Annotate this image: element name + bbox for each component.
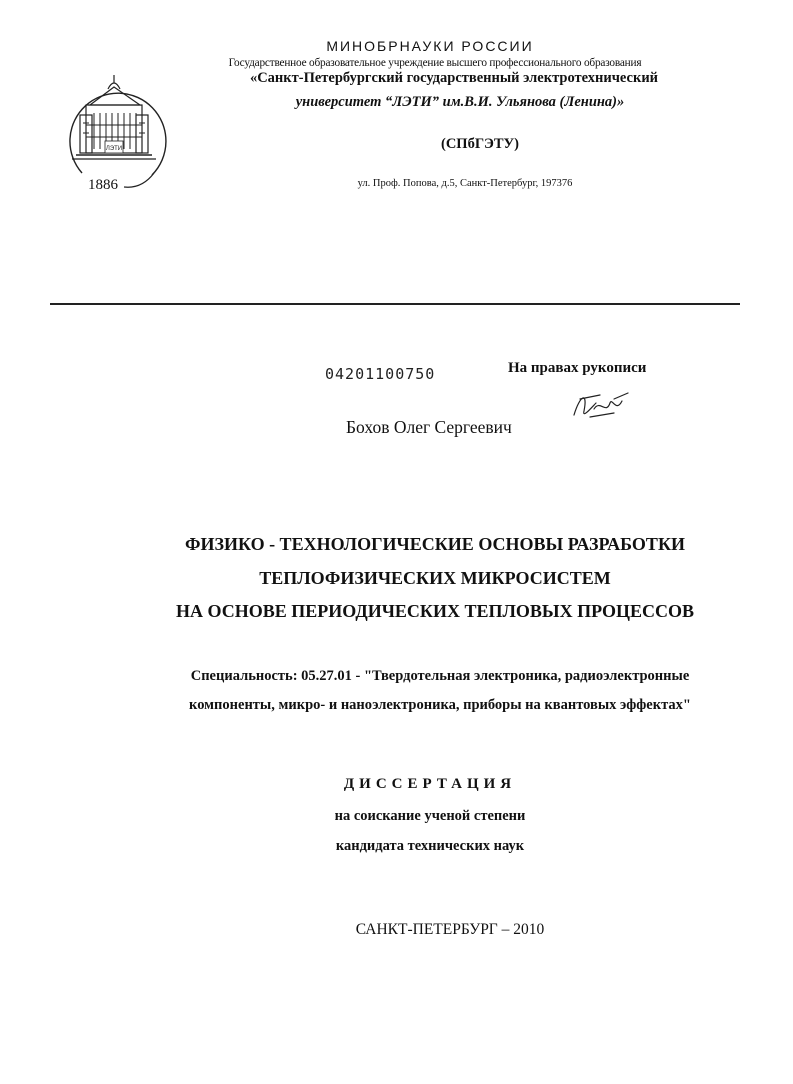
- place-and-year: САНКТ-ПЕТЕРБУРГ – 2010: [355, 921, 545, 938]
- university-logo-icon: [62, 63, 167, 193]
- university-name-line2: университет “ЛЭТИ” им.В.И. Ульянова (Ленина)»: [295, 94, 625, 110]
- organization-type: Государственное образовательное учреждение высшего профессионального образования: [228, 57, 642, 69]
- university-address: ул. Проф. Попова, д.5, Санкт-Петербург, 197376: [357, 178, 573, 189]
- specialty-line-2: компоненты, микро- и наноэлектроника, приборы на квантовых эффектах": [189, 697, 691, 713]
- specialty-line-1: Специальность: 05.27.01 - "Твердотельная электроника, радиоэлектронные: [190, 668, 690, 684]
- degree-line-1: на соискание ученой степени: [334, 808, 526, 824]
- title-line-1: ФИЗИКО - ТЕХНОЛОГИЧЕСКИЕ ОСНОВЫ РАЗРАБОТКИ: [185, 534, 685, 554]
- title-line-2: ТЕПЛОФИЗИЧЕСКИХ МИКРОСИСТЕМ: [259, 568, 611, 588]
- title-line-3: НА ОСНОВЕ ПЕРИОДИЧЕСКИХ ТЕПЛОВЫХ ПРОЦЕССОВ: [175, 601, 694, 621]
- logo-text: ЛЭТИ: [105, 146, 123, 152]
- rights-notice: На правах рукописи: [508, 360, 647, 376]
- header-divider: [50, 303, 740, 305]
- university-name-line1: «Санкт-Петербургский государственный электротехнический: [249, 70, 659, 86]
- ministry-name: МИНОБРНАУКИ РОССИИ: [326, 38, 534, 54]
- document-code: 04201100750: [325, 365, 436, 383]
- dissertation-label: ДИССЕРТАЦИЯ: [343, 776, 517, 792]
- signature-icon: [570, 385, 632, 423]
- university-abbreviation: (СПбГЭТУ): [440, 136, 520, 152]
- logo-year: 1886: [88, 177, 118, 193]
- author-name: Бохов Олег Сергеевич: [346, 417, 512, 437]
- degree-line-2: кандидата технических наук: [335, 838, 525, 854]
